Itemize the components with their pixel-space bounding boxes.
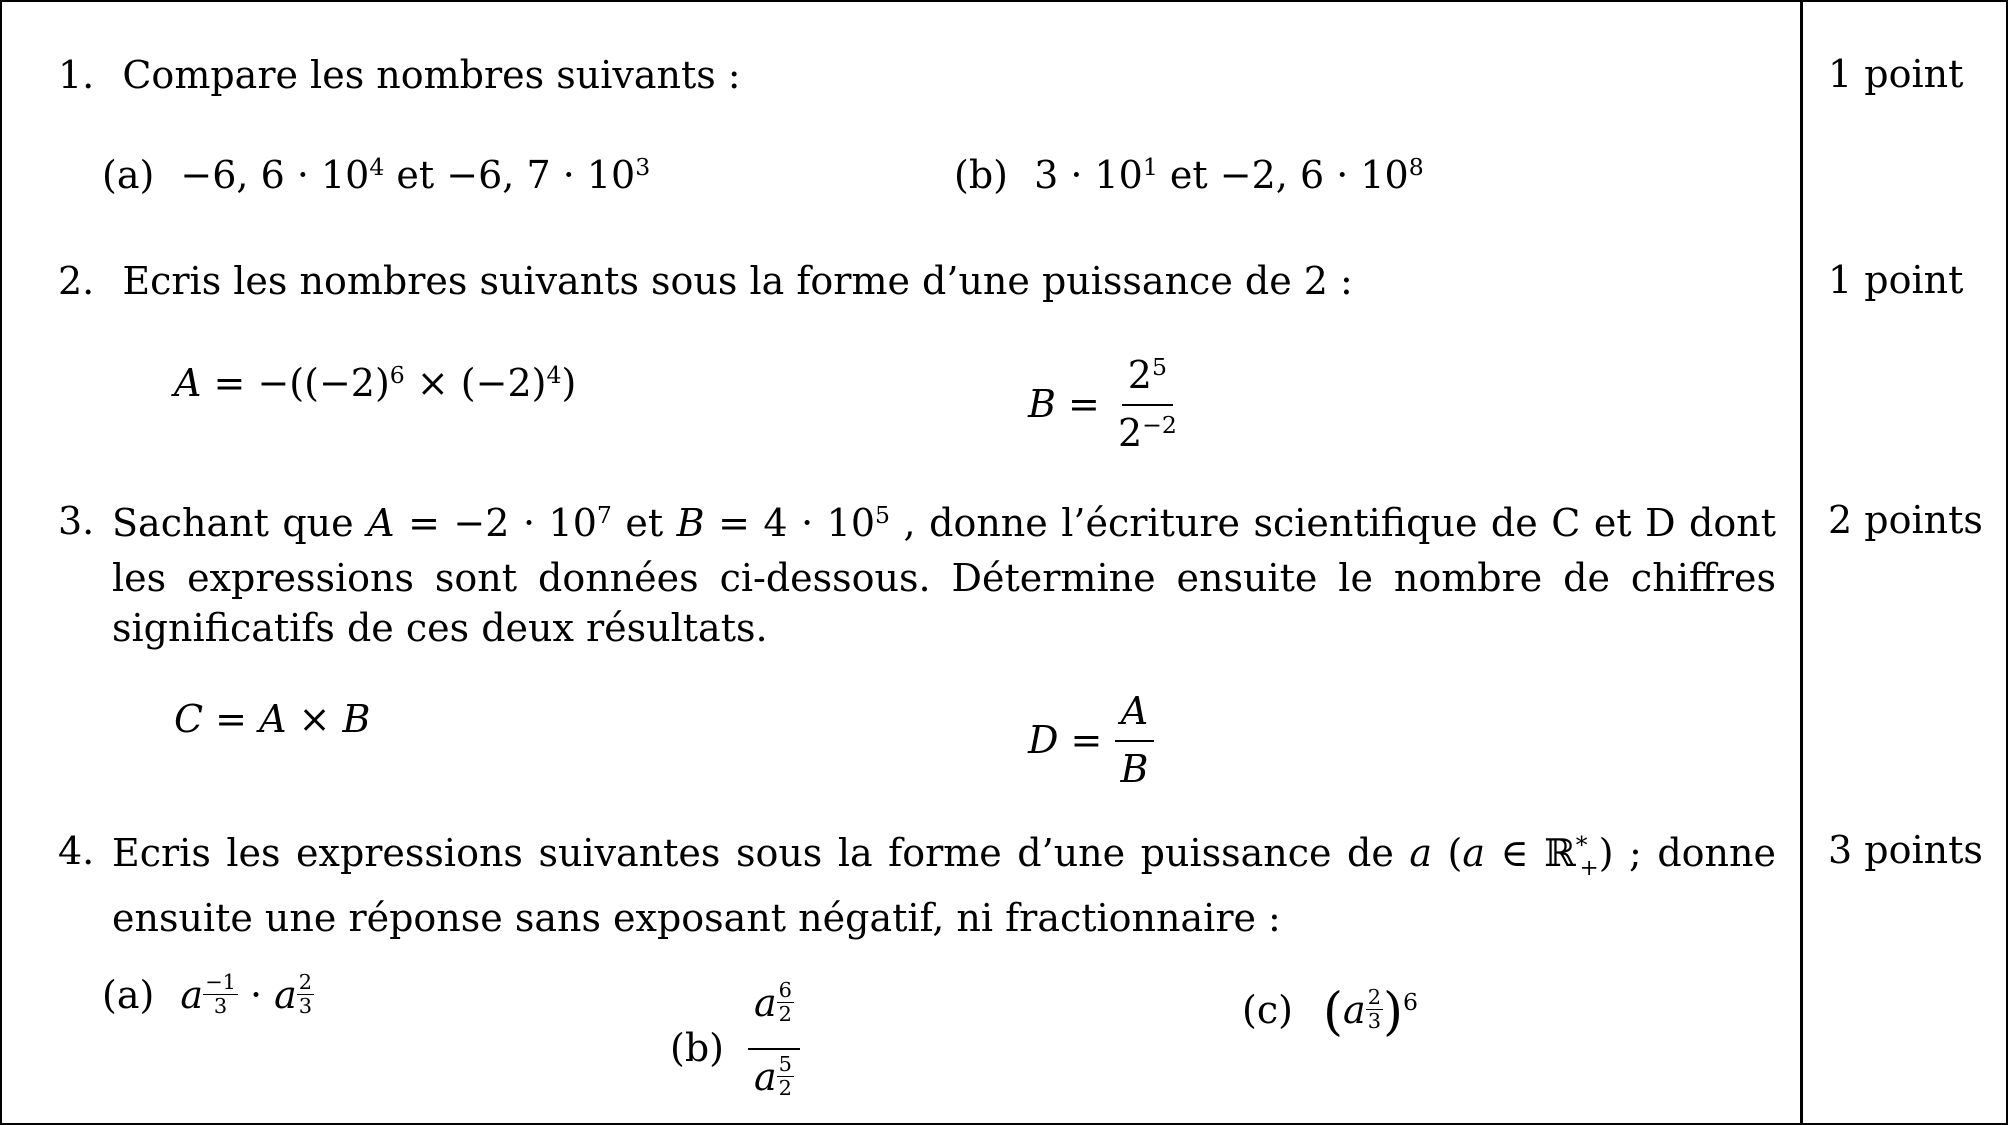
item-c-label: (c) [1242,987,1293,1032]
item-b-expression: $3 \cdot 10^1$ et −2, $6 \cdot 10^8$ [1034,153,1424,197]
item-a-expression: −6, $6 \cdot 10^4$ et −6, $7 \cdot 10^3$ [180,153,651,197]
points-column-divider [1800,2,1803,1123]
expression-B: B = $\frac{2^5}{2^{-2}}$ [1028,352,1183,457]
question-1-item-a [102,152,650,200]
item-a-label: (a) [102,973,155,1017]
question-1-points: 1 point [1828,52,1964,96]
question-3-text: Sachant que $A = -2 \cdot 10^7$ et $B = 4 \cdot 10^5$ , donne l’écriture scientifique de C et D dont les expressions sont données ci-dessous. Détermine ensuite le nombre de chiffres significatifs de ces deux résultats. [112,501,1776,650]
question-1-heading [58,52,741,100]
question-4-number: 4. [58,829,95,873]
question-4-text: Ecris les expressions suivantes sous la forme d’une puissance de a (a ∈ ℝ*$_+$) ; donne ensuite une réponse sans exposant négatif, ni fractionnaire : [112,831,1776,940]
question-4-points: 3 points [1828,828,1983,872]
question-4-item-c [1242,980,1418,1051]
fraction-item-b: a $\frac{6}{2}$ a $\frac{5}{2}$ [748,980,800,1118]
question-2-number: 2. [58,259,95,303]
fraction-B: $\frac{2^5}{2^{-2}}$ [1117,353,1177,455]
question-2-heading [58,258,1353,306]
item-a-label: (a) [102,153,155,197]
expression-C: C = A × B [174,697,371,741]
fraction-D: $\frac{A}{B}$ [1114,688,1154,793]
question-4-item-a [102,972,314,1036]
question-1-item-b [954,152,1424,200]
item-b-label: (b) [670,1026,724,1071]
item-c-expression: (a $\frac{2}{3}$ )$^6$ [1323,982,1418,1042]
question-3-points: 2 points [1828,498,1983,542]
question-2-points: 1 point [1828,258,1964,302]
question-4-item-b [670,980,800,1118]
question-1-text: Compare les nombres suivants : [122,53,741,97]
expression-D: D = $\frac{A}{B}$ [1028,688,1154,793]
item-a-expression: a $\frac{-1}{3}$ · a $\frac{2}{3}$ [180,970,313,1019]
question-2-text: Ecris les nombres suivants sous la forme d’une puissance de 2 : [122,259,1353,303]
item-b-label: (b) [954,153,1008,197]
question-1-number: 1. [58,53,95,97]
question-3-number: 3. [58,499,95,543]
expression-A: $A = -((-2)^6 \times (-2)^4)$ [174,361,577,405]
